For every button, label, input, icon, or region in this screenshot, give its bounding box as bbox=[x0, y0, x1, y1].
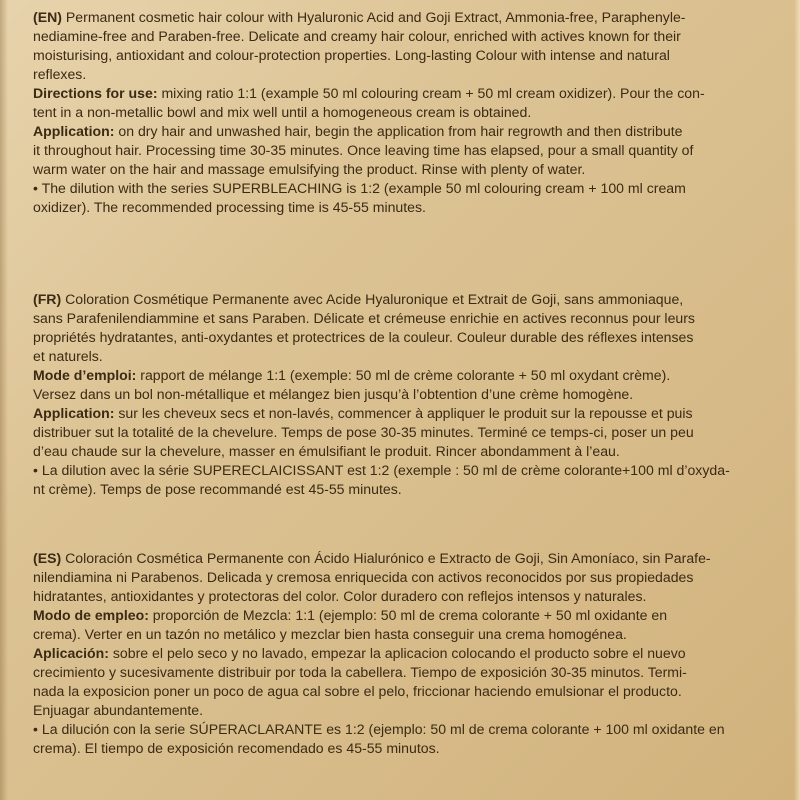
text-line: nediamine-free and Paraben-free. Delicate and creamy hair colour, enriched with actives known for their bbox=[33, 28, 681, 44]
text-line: (ES) Coloración Cosmética Permanente con Ácido Hialurónico e Extracto de Goji, Sin Amoníaco, sin Parafe- bbox=[33, 550, 711, 566]
text-line: nada la exposicion poner un poco de agua cal sobre el pelo, friccionar haciendo emulsionar el producto. bbox=[33, 683, 682, 699]
text-line: Mode d’emploi: rapport de mélange 1:1 (exemple: 50 ml de crème colorante + 50 ml oxydant crème). bbox=[33, 367, 671, 383]
text-line: it throughout hair. Processing time 30-35 minutes. Once leaving time has elapsed, pour a small quantity of bbox=[33, 142, 694, 158]
text-line: nt crème). Temps de pose recommandé est 45-55 minutes. bbox=[33, 481, 402, 497]
text-line: tent in a non-metallic bowl and mix well until a homogeneous cream is obtained. bbox=[33, 104, 532, 120]
text-line: Modo de empleo: proporción de Mezcla: 1:1 (ejemplo: 50 ml de crema colorante + 50 ml oxidante en bbox=[33, 607, 668, 623]
text-line: sans Parafenilendiammine et sans Paraben. Délicate et crémeuse enrichie en actives reconnus pour leurs bbox=[33, 310, 695, 326]
french-section bbox=[33, 290, 778, 499]
text-line: nilendiamina ni Parabenos. Delicada y cremosa enriquecida con activos reconocidos por sus propiedades bbox=[33, 569, 694, 585]
text-line: crema). Verter en un tazón no metálico y mezclar bien hasta conseguir una crema homogénea. bbox=[33, 626, 627, 642]
text-line: oxidizer). The recommended processing time is 45-55 minutes. bbox=[33, 199, 426, 215]
text-line: reflexes. bbox=[33, 66, 87, 82]
text-line: • La dilution avec la série SUPERECLAICISSANT est 1:2 (exemple : 50 ml de crème colorante+100 ml d’oxyda- bbox=[33, 462, 730, 478]
text-line: warm water on the hair and massage emulsifying the product. Rinse with plenty of water. bbox=[33, 161, 586, 177]
english-section bbox=[33, 8, 778, 217]
text-line: Application: sur les cheveux secs et non-lavés, commencer à appliquer le produit sur la repousse et puis bbox=[33, 405, 693, 421]
text-line: hidratantes, antioxidantes y protectoras del color. Color duradero con reflejos intensos y naturales. bbox=[33, 588, 647, 604]
text-line: • La dilución con la serie SÚPERACLARANTE es 1:2 (ejemplo: 50 ml de crema colorante + 100 ml oxidante en bbox=[33, 721, 725, 737]
text-line: crecimiento y sucesivamente distribuir por toda la cabellera. Tiempo de exposición 30-35 minutos. Termi- bbox=[33, 664, 687, 680]
text-line: • The dilution with the series SUPERBLEACHING is 1:2 (example 50 ml colouring cream + 100 ml cream bbox=[33, 180, 686, 196]
text-line: crema). El tiempo de exposición recomendado es 45-55 minutos. bbox=[33, 740, 440, 756]
text-line: propriétés hydratantes, anti-oxydantes et protectrices de la couleur. Couleur durable des réflexes intenses bbox=[33, 329, 694, 345]
right-edge-highlight bbox=[794, 0, 800, 800]
text-line: d’eau chaude sur la chevelure, masser en émulsifiant le produit. Rincer abondamment à l’eau. bbox=[33, 443, 620, 459]
text-line: Directions for use: mixing ratio 1:1 (example 50 ml colouring cream + 50 ml cream oxidizer). Pour the con- bbox=[33, 85, 705, 101]
text-line: (FR) Coloration Cosmétique Permanente avec Acide Hyaluronique et Extrait de Goji, sans ammoniaque, bbox=[33, 291, 684, 307]
text-line: Application: on dry hair and unwashed hair, begin the application from hair regrowth and then distribute bbox=[33, 123, 683, 139]
text-line: (EN) Permanent cosmetic hair colour with Hyaluronic Acid and Goji Extract, Ammonia-free, Paraphenyle- bbox=[33, 9, 686, 25]
left-edge-shadow bbox=[0, 0, 8, 800]
text-line: Versez dans un bol non-métallique et mélangez bien jusqu’à l’obtention d’une crème homogène. bbox=[33, 386, 634, 402]
text-line: distribuer sut la totalité de la chevelure. Temps de pose 30-35 minutes. Terminé ce temps-ci, poser un peu bbox=[33, 424, 694, 440]
text-line: Enjuagar abundantemente. bbox=[33, 702, 204, 718]
text-line: moisturising, antioxidant and colour-protection properties. Long-lasting Colour with intense and natural bbox=[33, 47, 670, 63]
text-line: Aplicación: sobre el pelo seco y no lavado, empezar la aplicacion colocando el producto sobre el nuevo bbox=[33, 645, 686, 661]
spanish-section bbox=[33, 549, 778, 758]
text-line: et naturels. bbox=[33, 348, 103, 364]
